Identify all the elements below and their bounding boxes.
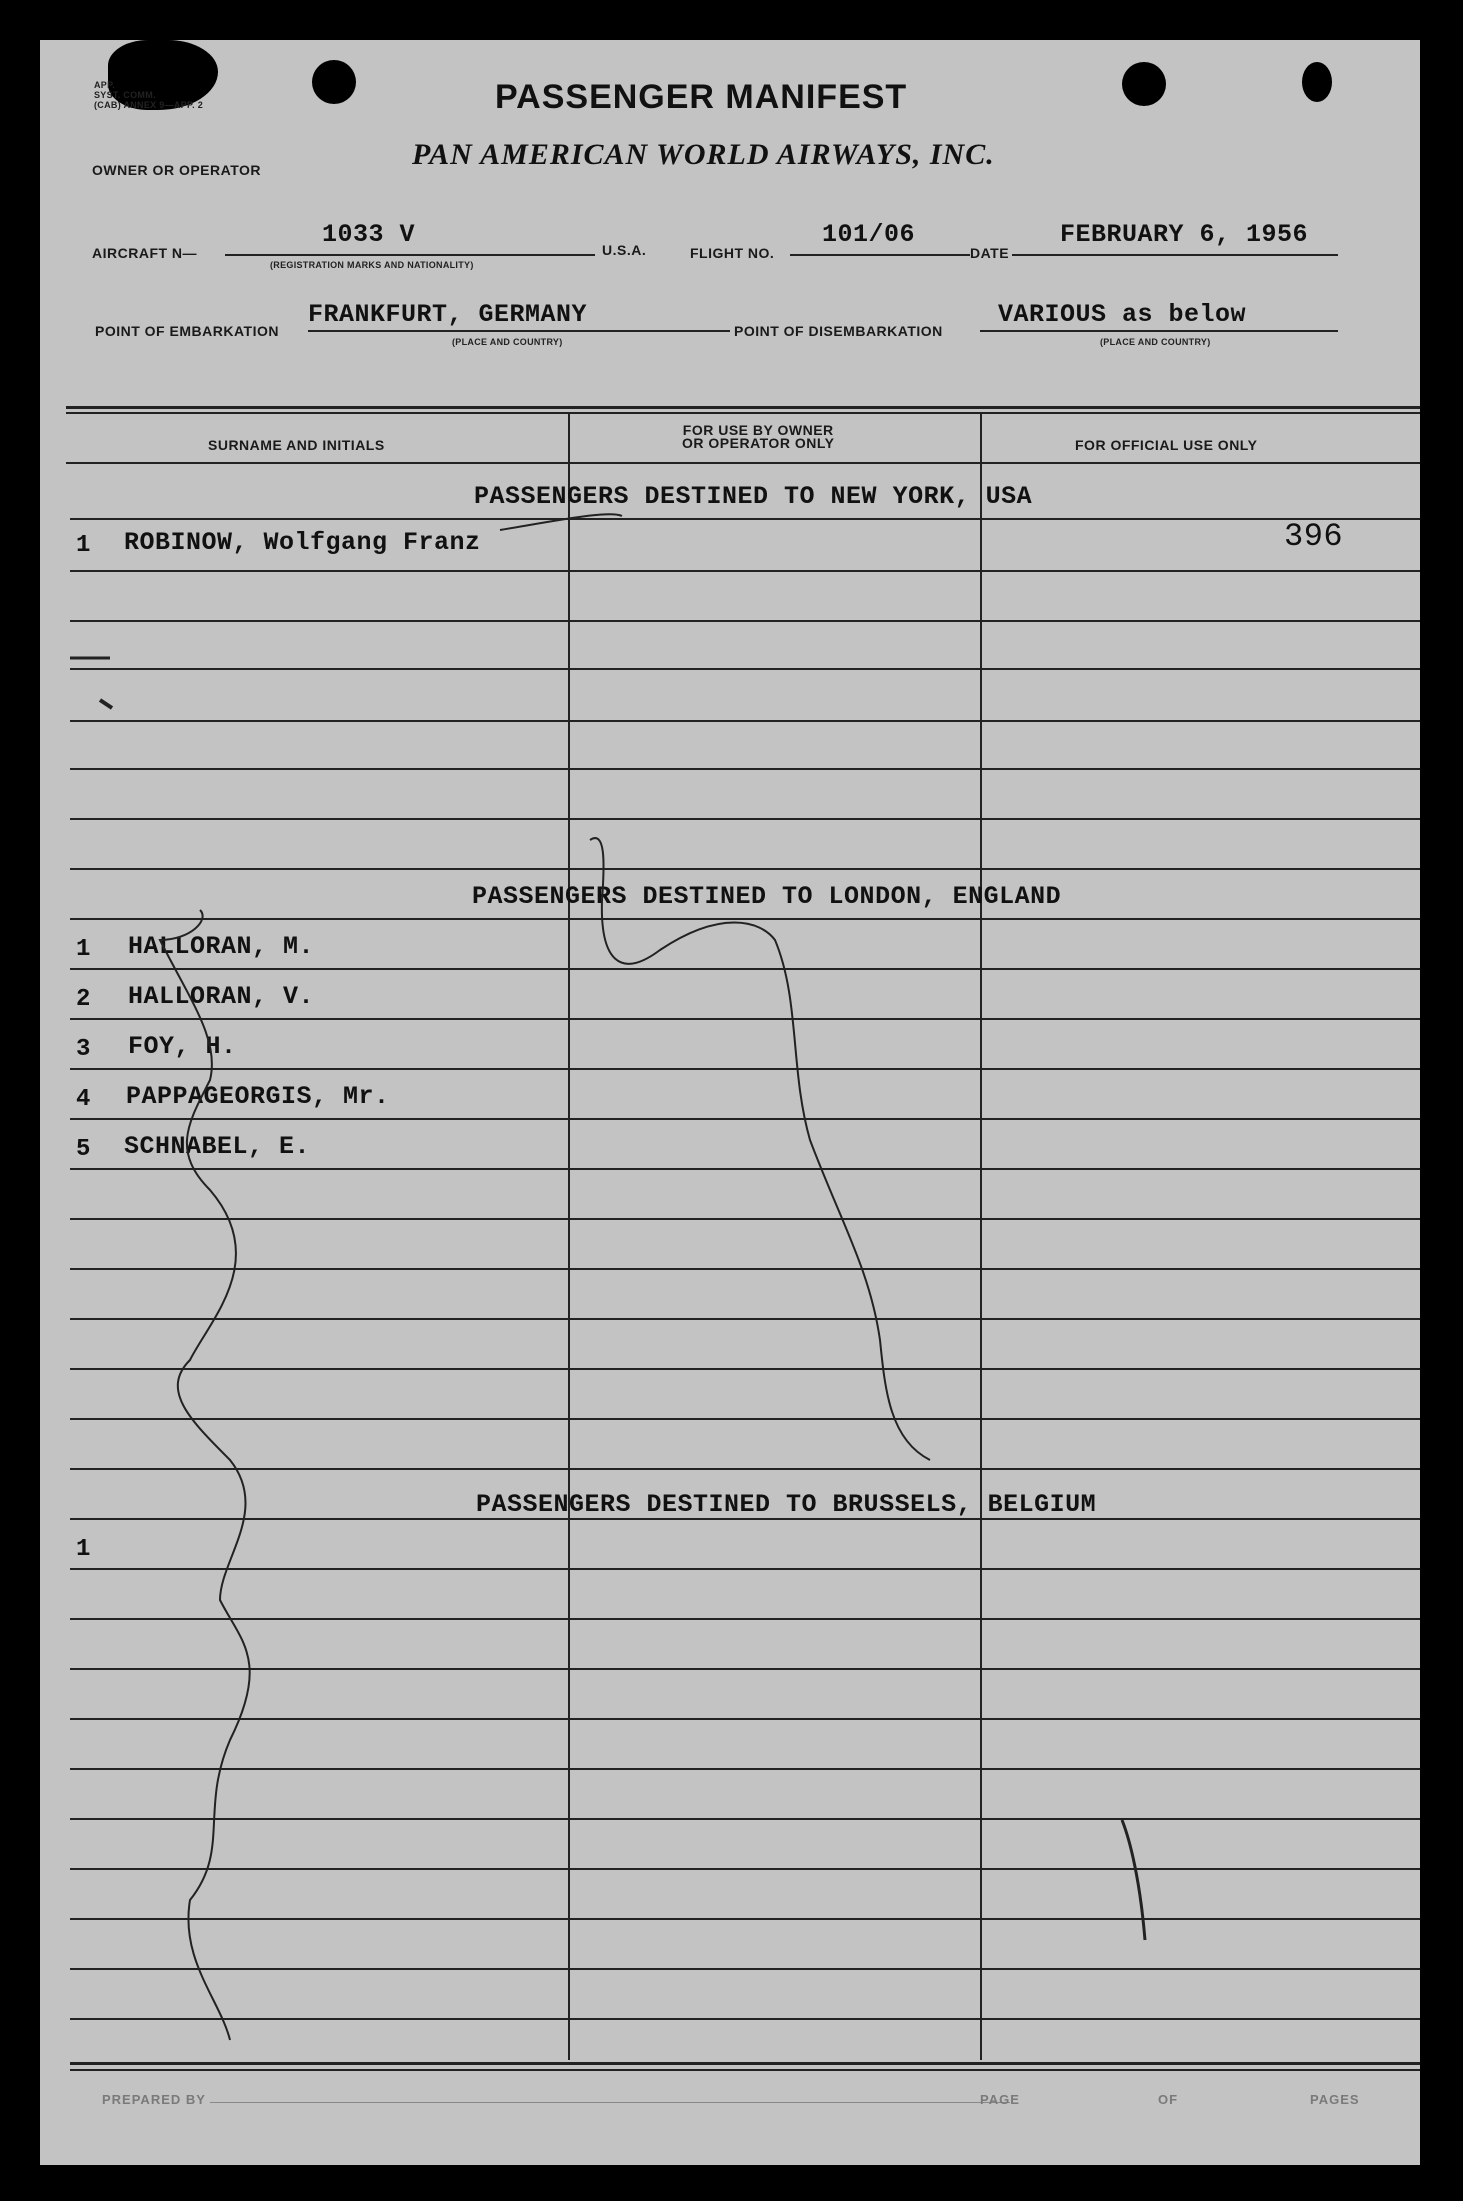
passenger-name: ROBINOW, Wolfgang Franz [124, 528, 481, 557]
company-name: PAN AMERICAN WORLD AIRWAYS, INC. [412, 138, 995, 171]
flight-value: 101/06 [822, 220, 916, 249]
disembarkation-label: POINT OF DISEMBARKATION [734, 323, 943, 339]
form-id-line2: SYST. COMM. [94, 90, 156, 100]
passenger-name: HALLORAN, M. [128, 932, 315, 961]
row-number: 4 [76, 1086, 91, 1113]
aircraft-value: 1033 V [322, 220, 416, 249]
flight-label: FLIGHT NO. [690, 245, 775, 261]
owner-label: OWNER OR OPERATOR [92, 162, 261, 178]
row-number: 1 [76, 936, 91, 963]
row-number: 1 [76, 532, 91, 559]
aircraft-sublabel: (REGISTRATION MARKS AND NATIONALITY) [270, 260, 474, 270]
section-heading-london: PASSENGERS DESTINED TO LONDON, ENGLAND [472, 882, 1062, 911]
page-label: PAGE [980, 2092, 1020, 2107]
page-title: PASSENGER MANIFEST [495, 78, 908, 116]
manifest-sheet [40, 40, 1420, 2165]
row-number: 2 [76, 986, 91, 1013]
form-id-line3: (CAB) ANNEX 9—APP. 2 [94, 100, 204, 110]
usa-label: U.S.A. [602, 242, 647, 258]
row-number: 5 [76, 1136, 91, 1163]
official-number: 396 [1284, 518, 1344, 555]
col-owner-line1: FOR USE BY OWNER [682, 422, 834, 438]
embarkation-sublabel: (PLACE AND COUNTRY) [452, 337, 563, 347]
row-number: 1 [76, 1536, 91, 1563]
col-official: FOR OFFICIAL USE ONLY [1075, 437, 1258, 453]
passenger-name: FOY, H. [128, 1032, 237, 1061]
row-number: 3 [76, 1036, 91, 1063]
embarkation-value: FRANKFURT, GERMANY [308, 300, 588, 329]
col-surname: SURNAME AND INITIALS [208, 437, 385, 453]
disembarkation-value: VARIOUS as below [998, 300, 1247, 329]
prepared-by-label: PREPARED BY [102, 2092, 206, 2107]
embarkation-label: POINT OF EMBARKATION [95, 323, 279, 339]
prepared-by-line [210, 2102, 1010, 2103]
disembarkation-sublabel: (PLACE AND COUNTRY) [1100, 337, 1211, 347]
pages-label: PAGES [1310, 2092, 1360, 2107]
form-id-line1: APP. [94, 80, 116, 90]
pen-scribbles [40, 40, 1420, 2165]
date-value: FEBRUARY 6, 1956 [1060, 220, 1309, 249]
of-label: OF [1158, 2092, 1179, 2107]
passenger-name: PAPPAGEORGIS, Mr. [126, 1082, 390, 1111]
passenger-name: SCHNABEL, E. [124, 1132, 311, 1161]
col-owner-line2: OR OPERATOR ONLY [682, 435, 835, 451]
aircraft-label: AIRCRAFT N— [92, 245, 198, 261]
date-label: DATE [970, 245, 1010, 261]
passenger-name: HALLORAN, V. [128, 982, 315, 1011]
section-heading-new-york: PASSENGERS DESTINED TO NEW YORK, USA [474, 482, 1033, 511]
section-heading-brussels: PASSENGERS DESTINED TO BRUSSELS, BELGIUM [476, 1490, 1097, 1519]
